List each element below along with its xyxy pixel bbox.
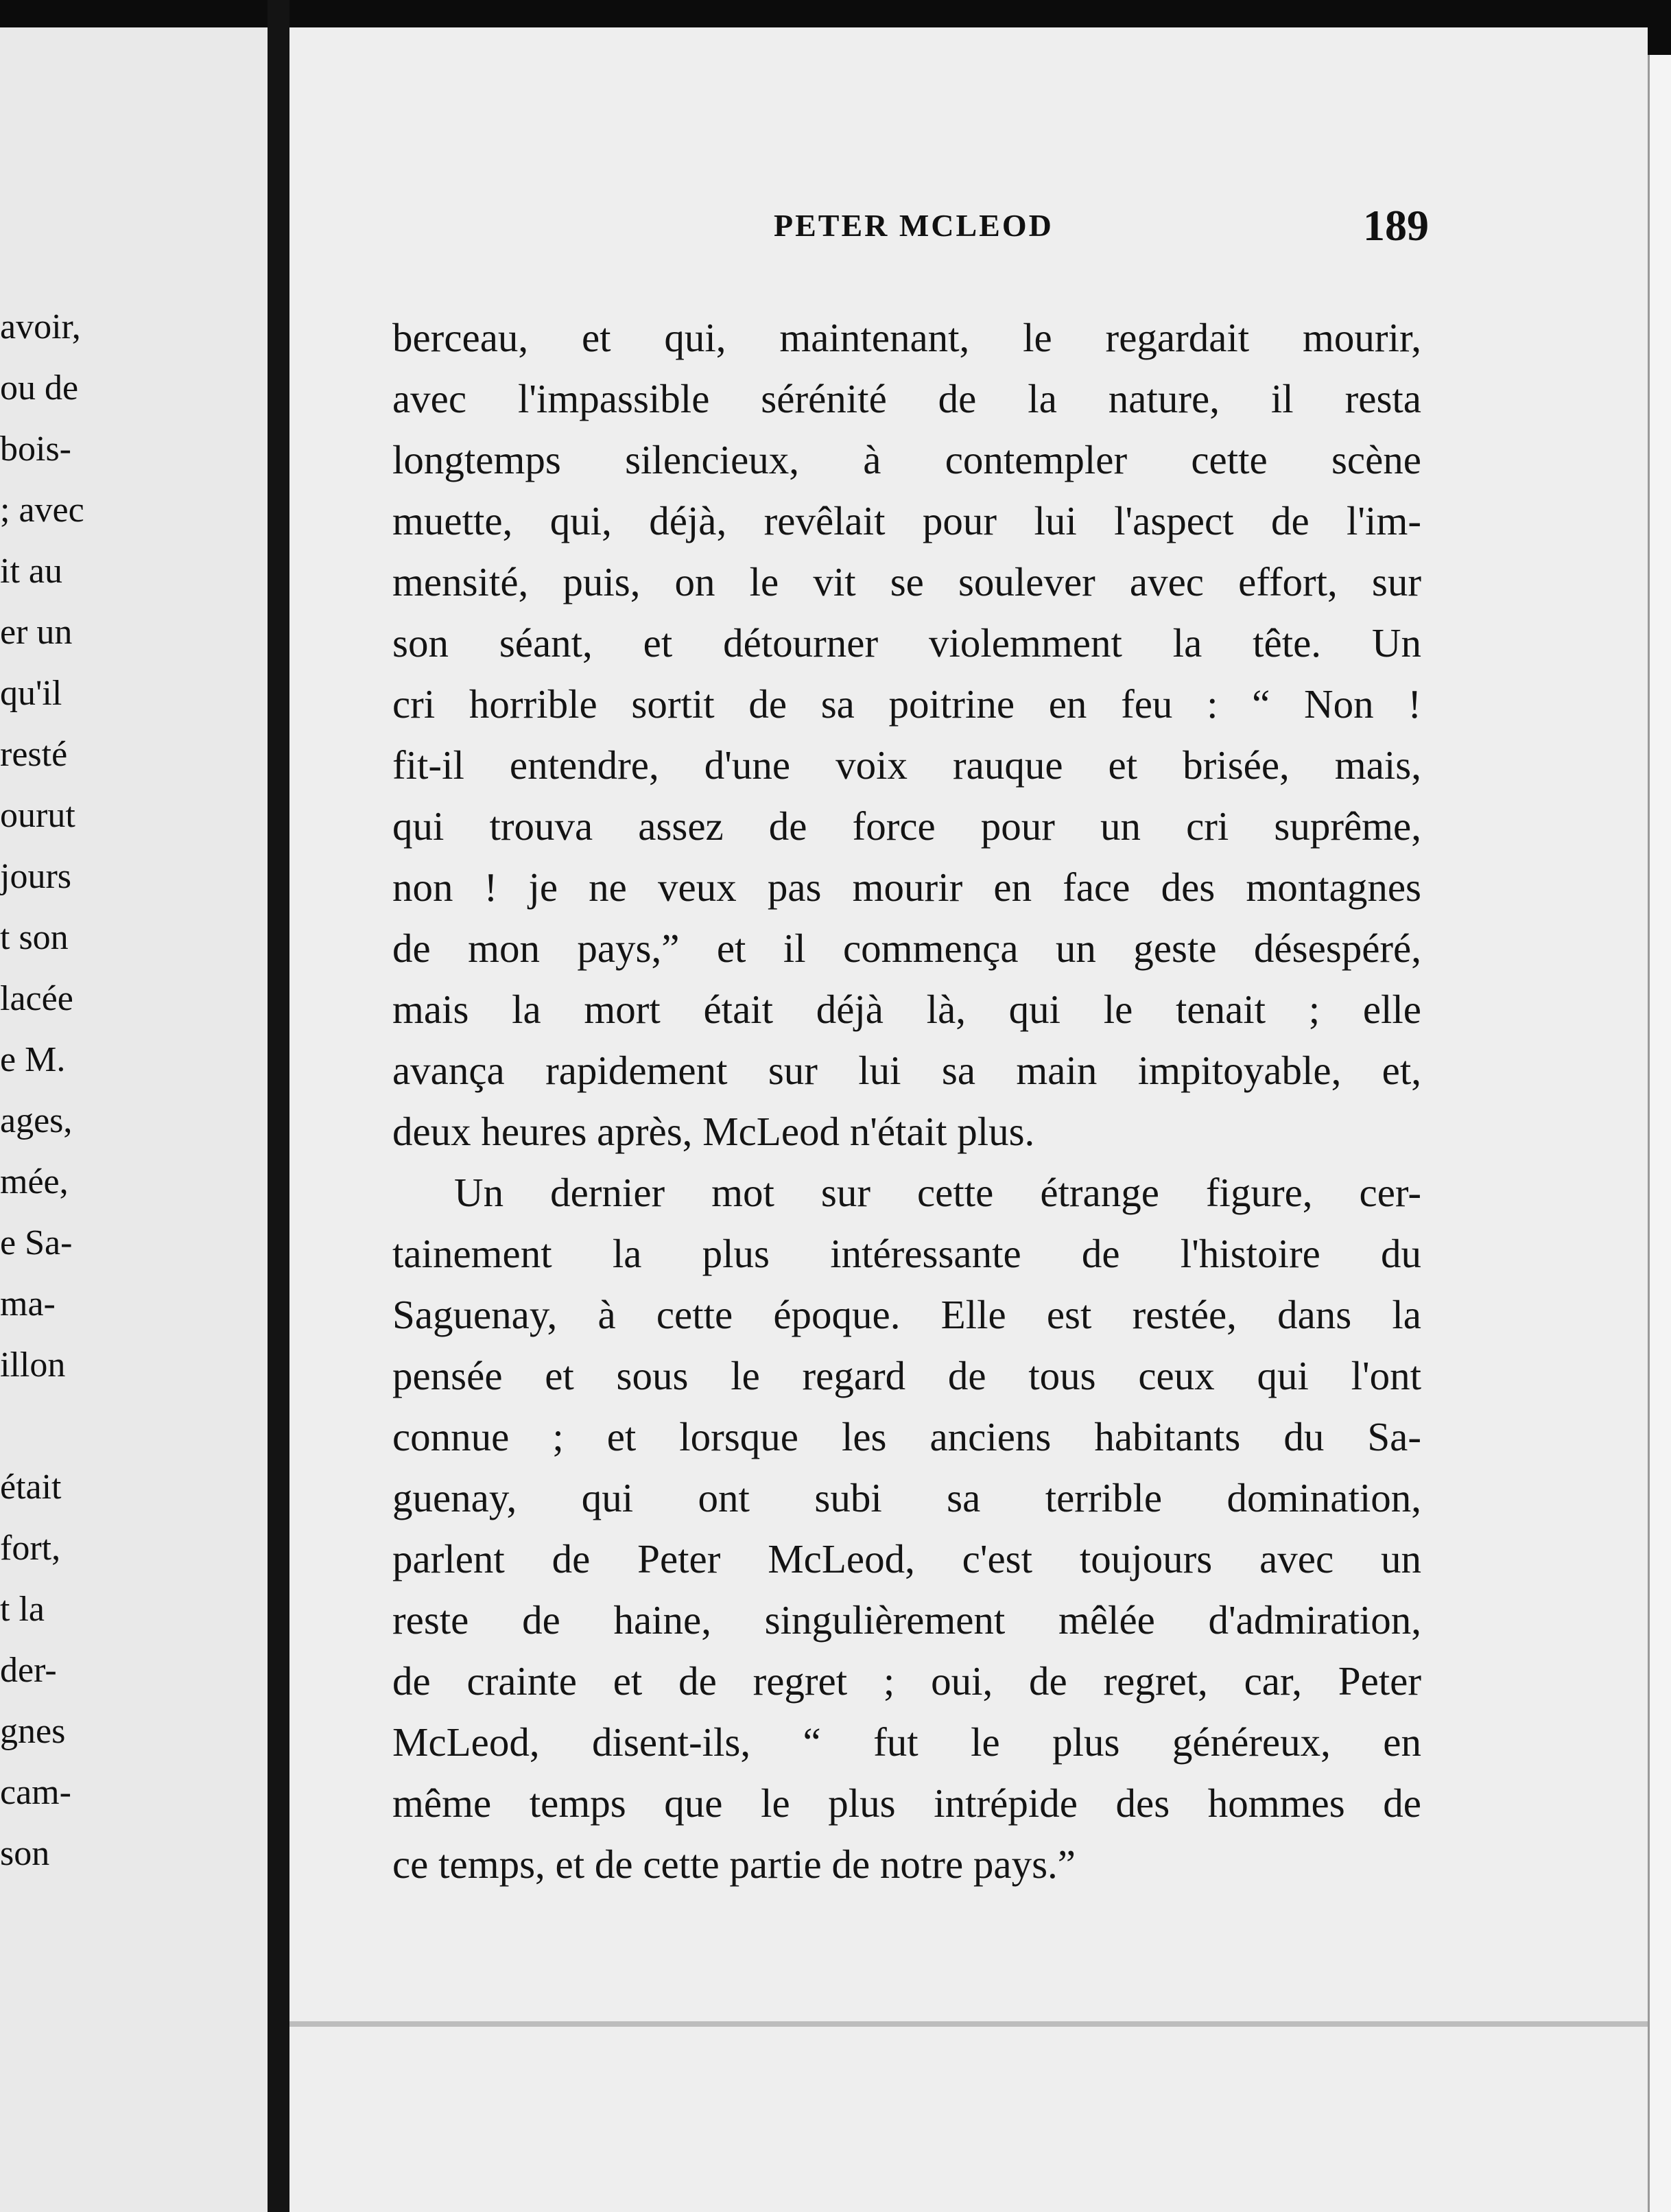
left-fragment: cam- (0, 1773, 71, 1812)
left-fragment: fort, (0, 1529, 61, 1568)
text-line: muette, qui, déjà, revêlait pour lui l'aspect de l'im- (392, 498, 1421, 543)
text-line: son séant, et détourner violemment la tête. Un (392, 620, 1421, 666)
text-line: mensité, puis, on le vit se soulever avec effort, sur (392, 559, 1421, 604)
text-line: pensée et sous le regard de tous ceux qui l'ont (392, 1353, 1421, 1398)
text-line: guenay, qui ont subi sa terrible domination, (392, 1475, 1421, 1520)
text-line: mais la mort était déjà là, qui le tenait ; elle (392, 987, 1421, 1032)
text-line: tainement la plus intéressante de l'histoire du (392, 1231, 1421, 1276)
text-line: ce temps, et de cette partie de notre pays.” (392, 1842, 1076, 1887)
running-title: PETER MCLEOD (774, 208, 1054, 243)
text-line: fit-il entendre, d'une voix rauque et brisée, mais, (392, 742, 1421, 788)
left-fragment: e M. (0, 1040, 66, 1079)
text-line: qui trouva assez de force pour un cri suprême, (392, 803, 1421, 849)
left-fragment: jours (0, 857, 71, 896)
left-fragment: était (0, 1468, 62, 1507)
text-line: berceau, et qui, maintenant, le regardait mourir, (392, 315, 1421, 360)
book-gutter (268, 0, 289, 2212)
left-fragment: son (0, 1834, 50, 1873)
left-fragment: bois- (0, 430, 71, 469)
left-fragment: qu'il (0, 674, 62, 713)
running-head (486, 200, 1429, 248)
text-line: Un dernier mot sur cette étrange figure, cer- (454, 1170, 1421, 1215)
text-line: McLeod, disent-ils, “ fut le plus généreux, en (392, 1719, 1421, 1765)
left-fragment: ; avec (0, 491, 84, 530)
left-fragment: it au (0, 552, 62, 591)
text-line: Saguenay, à cette époque. Elle est restée, dans la (392, 1292, 1421, 1337)
text-line: reste de haine, singulièrement mêlée d'admiration, (392, 1597, 1421, 1643)
text-line: de mon pays,” et il commença un geste désespéré, (392, 926, 1421, 971)
text-line: avec l'impassible sérénité de la nature, il resta (392, 376, 1421, 421)
text-line: parlent de Peter McLeod, c'est toujours avec un (392, 1536, 1421, 1581)
page-edge (1648, 55, 1671, 2212)
left-fragment: ages, (0, 1101, 73, 1140)
left-fragment: der- (0, 1651, 57, 1690)
body-text (392, 307, 1421, 1895)
text-line: même temps que le plus intrépide des hommes de (392, 1780, 1421, 1826)
left-fragment: er un (0, 613, 73, 652)
text-line: longtemps silencieux, à contempler cette scène (392, 437, 1421, 482)
left-fragment: ourut (0, 796, 75, 835)
left-fragment: ou de (0, 368, 79, 408)
page-bottom-shadow (289, 2021, 1648, 2027)
left-fragment: t son (0, 918, 69, 957)
text-line: deux heures après, McLeod n'était plus. (392, 1109, 1035, 1154)
left-fragment: gnes (0, 1712, 66, 1751)
left-fragment (0, 1396, 110, 1457)
text-line: connue ; et lorsque les anciens habitants du Sa- (392, 1414, 1421, 1459)
text-line: de crainte et de regret ; oui, de regret, car, Peter (392, 1658, 1421, 1704)
left-fragment: resté (0, 735, 68, 774)
left-page-text (0, 296, 110, 1884)
page-number: 189 (1363, 201, 1429, 250)
left-fragment: mée, (0, 1162, 69, 1201)
text-line: non ! je ne veux pas mourir en face des montagnes (392, 864, 1421, 910)
left-fragment: ma- (0, 1284, 56, 1323)
left-fragment: t la (0, 1590, 45, 1629)
left-fragment: lacée (0, 979, 73, 1018)
left-fragment: avoir, (0, 307, 81, 346)
text-line: cri horrible sortit de sa poitrine en feu : “ Non ! (392, 681, 1421, 727)
left-fragment: illon (0, 1345, 66, 1385)
left-fragment: e Sa- (0, 1223, 73, 1262)
text-line: avança rapidement sur lui sa main impitoyable, et, (392, 1048, 1421, 1093)
